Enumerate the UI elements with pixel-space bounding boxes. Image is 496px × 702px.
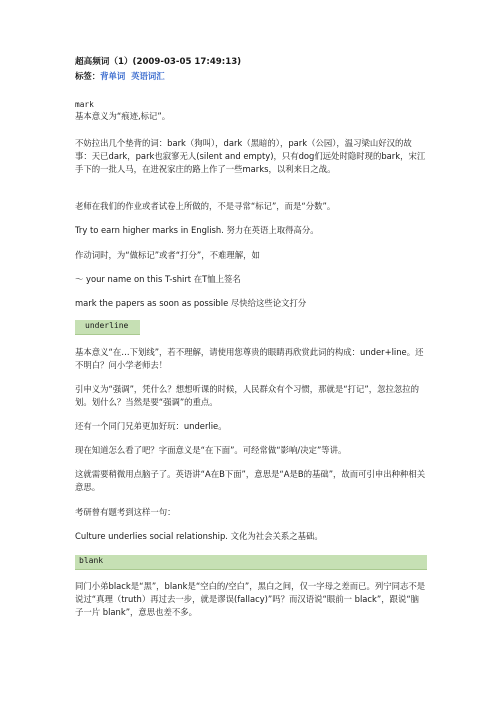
paragraph: 同门小弟black是“黑”，blank是“空白的/空白”，黑白之间，仅一字母之差而已。列宁同志不是说过“真理（truth）再过去一步，就是谬误(fallacy)”吗？而汉语说“眼前一 black”，跟说“脑子一片 blank”，意思也差不多。 bbox=[75, 581, 426, 617]
post-title: 超高频词（1）(2009-03-05 17:49:13) bbox=[75, 57, 242, 67]
paragraph: 作动词时，为“做标记”或者“打分”，不难理解，如 bbox=[75, 250, 260, 260]
paragraph: 基本意义为“痕迹,标记”。 bbox=[75, 111, 171, 121]
tag-link-1[interactable]: 背单词 bbox=[100, 71, 126, 81]
word-underline: underline bbox=[85, 321, 129, 330]
highlight-word-underline bbox=[75, 320, 140, 335]
paragraph: 不妨拉出几个垫背的词：bark（狗叫），dark（黑暗的），park（公园），温习梁山好汉的故事：天已dark，park也寂寥无人(silent and empty)，只有dog们远处时隐时现的bark，宋江手下的一批人马，在进祝家庄的路上作了一些marks，以利来日之战。 bbox=[75, 138, 426, 174]
paragraph: 现在知道怎么看了吧？字面意义是“在下面”。可经常做“影响/决定”等讲。 bbox=[75, 445, 347, 455]
paragraph: 基本意义“在…下划线”，若不理解，请使用您尊贵的眼睛再欣赏此词的构成：under+line。还不明白？问小学老师去！ bbox=[75, 347, 424, 370]
highlight-word-blank bbox=[75, 555, 427, 570]
paragraph: 老师在我们的作业或者试卷上所做的，不是寻常“标记”，而是“分数”。 bbox=[75, 201, 336, 211]
paragraph: ～ your name on this T-shirt 在T恤上签名 bbox=[75, 274, 241, 284]
paragraph: 引申义为“强调”，凭什么？想想听课的时候，人民群众有个习惯，那就是“打记”，忽拉忽拉的划。划什么？当然是要“强调”的重点。 bbox=[75, 384, 419, 407]
paragraph: mark the papers as soon as possible 尽快给这些论文打分 bbox=[75, 298, 307, 308]
tags-line bbox=[75, 70, 427, 83]
word-blank: blank bbox=[79, 556, 104, 565]
tag-link-2[interactable]: 英语词汇 bbox=[131, 71, 165, 81]
paragraph: Culture underlies social relationship. 文化为社会关系之基础。 bbox=[75, 531, 323, 541]
paragraph: 考研曾有题考到这样一句： bbox=[75, 507, 176, 517]
paragraph: 还有一个同门兄弟更加好玩：underlie。 bbox=[75, 421, 227, 431]
paragraph: Try to earn higher marks in English. 努力在英语上取得高分。 bbox=[75, 225, 319, 235]
paragraph: 这就需要稍微用点脑子了。英语讲“A在B下面”，意思是“A是B的基础”，故而可引申出种种相关意思。 bbox=[75, 469, 426, 492]
heading-word-mark: mark bbox=[75, 100, 94, 109]
tags-label: 标签： bbox=[75, 71, 101, 81]
